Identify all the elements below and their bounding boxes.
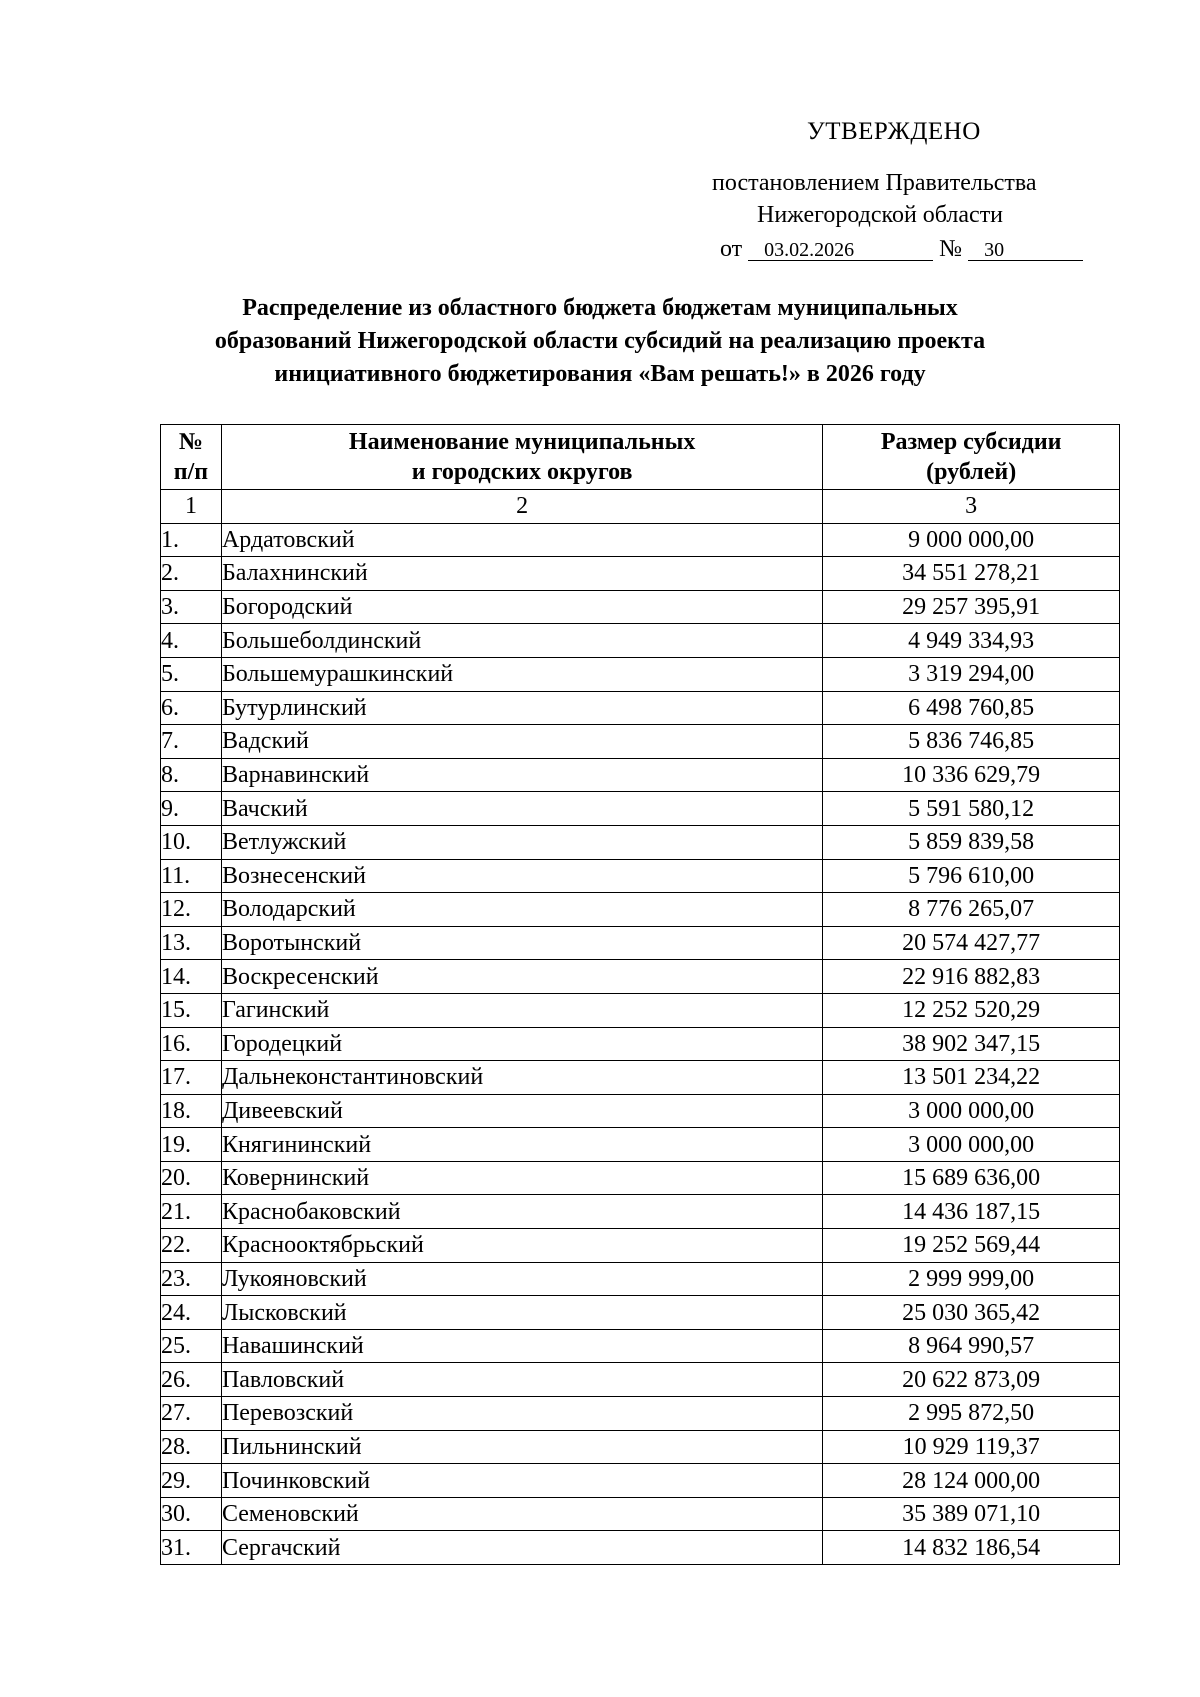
row-number: 4. [161,624,222,658]
subsidy-amount: 4 949 334,93 [823,624,1120,658]
municipality-name: Павловский [221,1363,822,1397]
row-number: 16. [161,1027,222,1061]
municipality-name: Дальнеконстантиновский [221,1061,822,1095]
municipality-name: Дивеевский [221,1094,822,1128]
table-row [161,1229,1120,1263]
row-number: 11. [161,859,222,893]
column-number: 3 [823,490,1120,524]
subsidy-amount: 29 257 395,91 [823,590,1120,624]
column-number: 2 [221,490,822,524]
municipality-name: Городецкий [221,1027,822,1061]
header-num [161,425,222,490]
subsidy-amount: 20 622 873,09 [823,1363,1120,1397]
subsidy-amount: 19 252 569,44 [823,1229,1120,1263]
row-number: 5. [161,657,222,691]
subsidy-amount: 20 574 427,77 [823,926,1120,960]
subsidy-amount: 6 498 760,85 [823,691,1120,725]
row-number: 18. [161,1094,222,1128]
row-number: 27. [161,1397,222,1431]
municipality-name: Воскресенский [221,960,822,994]
table-row [161,960,1120,994]
table-row [161,1363,1120,1397]
municipality-name: Лукояновский [221,1262,822,1296]
table-row [161,1061,1120,1095]
table-row [161,893,1120,927]
municipality-name: Богородский [221,590,822,624]
table-row [161,1464,1120,1498]
subsidy-amount: 9 000 000,00 [823,523,1120,557]
subsidy-amount: 5 836 746,85 [823,725,1120,759]
header-name [221,425,822,490]
municipality-name: Краснооктябрьский [221,1229,822,1263]
row-number: 31. [161,1531,222,1565]
row-number: 3. [161,590,222,624]
subsidy-amount: 35 389 071,10 [823,1497,1120,1531]
municipality-name: Володарский [221,893,822,927]
row-number: 8. [161,758,222,792]
municipality-name: Гагинский [221,993,822,1027]
municipality-name: Вадский [221,725,822,759]
table-row [161,926,1120,960]
header-name-line: Наименование муниципальных [348,429,696,455]
row-number: 10. [161,825,222,859]
municipality-name: Починковский [221,1464,822,1498]
municipality-name: Сергачский [221,1531,822,1565]
municipality-name: Лысковский [221,1296,822,1330]
row-number: 13. [161,926,222,960]
table-row [161,590,1120,624]
municipality-name: Вознесенский [221,859,822,893]
row-number: 26. [161,1363,222,1397]
municipality-name: Пильнинский [221,1430,822,1464]
table-row [161,859,1120,893]
approval-date-number-line [720,233,1083,265]
row-number: 7. [161,725,222,759]
table-row [161,557,1120,591]
subsidy-amount: 14 832 186,54 [823,1531,1120,1565]
row-number: 22. [161,1229,222,1263]
table-row [161,624,1120,658]
subsidy-amount: 5 591 580,12 [823,792,1120,826]
table-row [161,758,1120,792]
approval-date: 03.02.2026 [748,235,933,261]
table-row [161,523,1120,557]
column-number: 1 [161,490,222,524]
subsidy-amount: 3 319 294,00 [823,657,1120,691]
approved-heading: УТВЕРЖДЕНО [807,118,981,145]
municipality-name: Вачский [221,792,822,826]
subsidy-amount: 2 995 872,50 [823,1397,1120,1431]
subsidy-amount: 38 902 347,15 [823,1027,1120,1061]
header-amount [823,425,1120,490]
table-row [161,1262,1120,1296]
table-header-row [161,425,1120,490]
table-row [161,1094,1120,1128]
table-row [161,1497,1120,1531]
subsidy-amount: 13 501 234,22 [823,1061,1120,1095]
subsidy-amount: 8 776 265,07 [823,893,1120,927]
subsidy-amount: 15 689 636,00 [823,1161,1120,1195]
row-number: 15. [161,993,222,1027]
table-row [161,1296,1120,1330]
row-number: 28. [161,1430,222,1464]
number-label: № [939,236,963,262]
municipality-name: Бутурлинский [221,691,822,725]
table-row [161,1027,1120,1061]
municipality-name: Варнавинский [221,758,822,792]
table-row [161,1397,1120,1431]
subsidy-amount: 12 252 520,29 [823,993,1120,1027]
subsidy-amount: 5 859 839,58 [823,825,1120,859]
subsidy-table [160,424,1120,1565]
title-line: Распределение из областного бюджета бюджетам муниципальных [242,295,958,321]
title-line: образований Нижегородской области субсидий на реализацию проекта [214,328,986,354]
row-number: 1. [161,523,222,557]
subsidy-amount: 25 030 365,42 [823,1296,1120,1330]
municipality-name: Большеболдинский [221,624,822,658]
municipality-name: Большемурашкинский [221,657,822,691]
document-title [150,292,1050,391]
table-body [161,490,1120,1565]
row-number: 21. [161,1195,222,1229]
municipality-name: Балахнинский [221,557,822,591]
row-number: 24. [161,1296,222,1330]
subsidy-amount: 10 336 629,79 [823,758,1120,792]
row-number: 25. [161,1329,222,1363]
table-row [161,1195,1120,1229]
table-row [161,1430,1120,1464]
header-amount-line: Размер субсидии [880,429,1062,455]
row-number: 9. [161,792,222,826]
municipality-name: Воротынский [221,926,822,960]
subsidy-amount: 8 964 990,57 [823,1329,1120,1363]
municipality-name: Ардатовский [221,523,822,557]
header-num-line: п/п [173,459,209,485]
header-amount-line: (рублей) [926,459,1017,485]
approval-number: 30 [968,235,1083,261]
municipality-name: Краснобаковский [221,1195,822,1229]
row-number: 20. [161,1161,222,1195]
municipality-name: Ветлужский [221,825,822,859]
table-row [161,691,1120,725]
table-row [161,1128,1120,1162]
title-line: инициативного бюджетирования «Вам решать!» в 2026 году [274,361,926,387]
municipality-name: Княгининский [221,1128,822,1162]
subsidy-amount: 14 436 187,15 [823,1195,1120,1229]
subsidy-amount: 34 551 278,21 [823,557,1120,591]
subsidy-amount: 22 916 882,83 [823,960,1120,994]
row-number: 23. [161,1262,222,1296]
municipality-name: Перевозский [221,1397,822,1431]
row-number: 29. [161,1464,222,1498]
header-num-line: № [178,429,204,455]
row-number: 19. [161,1128,222,1162]
table-row [161,657,1120,691]
municipality-name: Семеновский [221,1497,822,1531]
municipality-name: Навашинский [221,1329,822,1363]
row-number: 30. [161,1497,222,1531]
approval-region-line: Нижегородской области [757,202,1004,228]
row-number: 17. [161,1061,222,1095]
from-label: от [720,236,743,262]
approval-resolution-line: постановлением Правительства [712,170,1037,196]
subsidy-amount: 5 796 610,00 [823,859,1120,893]
row-number: 2. [161,557,222,591]
subsidy-amount: 2 999 999,00 [823,1262,1120,1296]
subsidy-amount: 3 000 000,00 [823,1094,1120,1128]
table-row [161,993,1120,1027]
subsidy-amount: 3 000 000,00 [823,1128,1120,1162]
table-row [161,1531,1120,1565]
municipality-name: Ковернинский [221,1161,822,1195]
row-number: 6. [161,691,222,725]
table-row [161,792,1120,826]
header-name-line: и городских округов [411,459,633,485]
table-row [161,825,1120,859]
table-row [161,1161,1120,1195]
column-number-row [161,490,1120,524]
subsidy-amount: 10 929 119,37 [823,1430,1120,1464]
row-number: 14. [161,960,222,994]
table-row [161,725,1120,759]
subsidy-amount: 28 124 000,00 [823,1464,1120,1498]
table-row [161,1329,1120,1363]
row-number: 12. [161,893,222,927]
